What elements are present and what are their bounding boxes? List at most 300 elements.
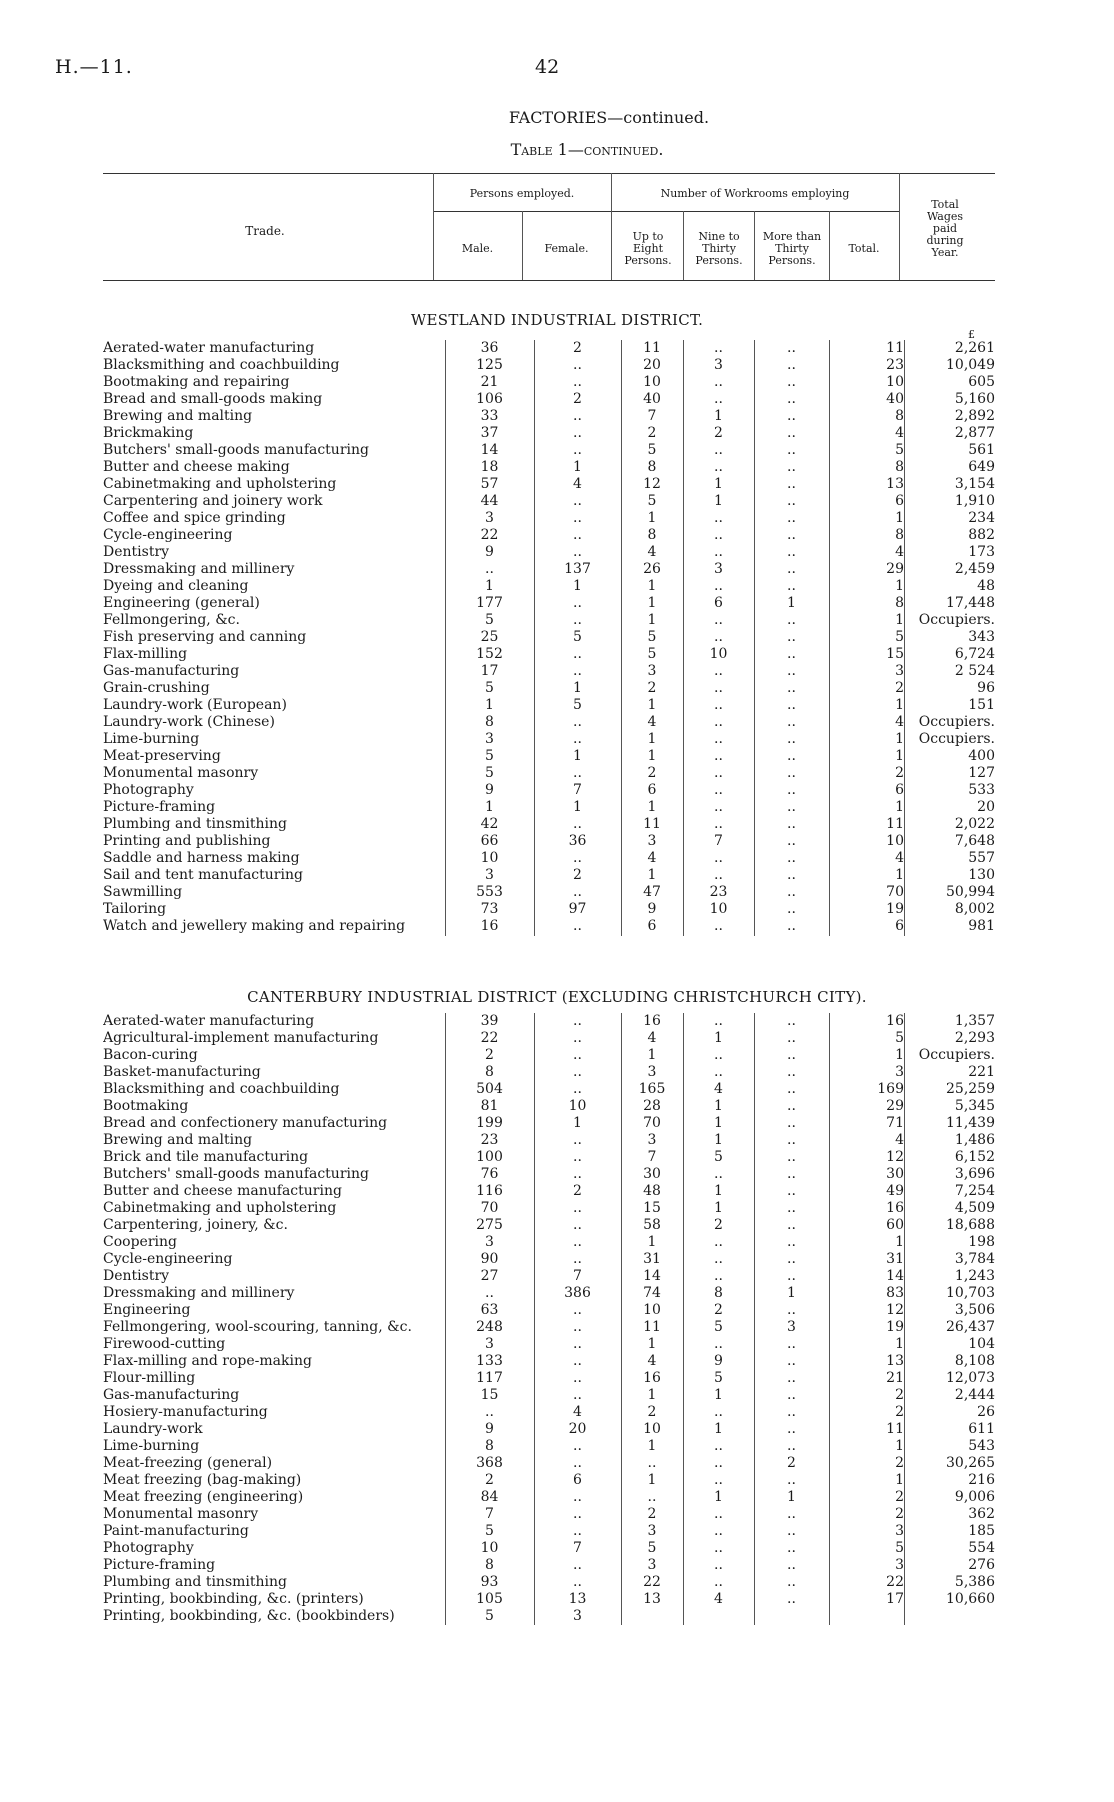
- up-to-eight-cell: 2: [647, 1506, 657, 1522]
- male-cell: 63: [480, 1302, 499, 1318]
- total-cell: 1: [895, 578, 904, 594]
- wages-cell: Occupiers.: [918, 731, 995, 747]
- wages-cell: 3,506: [954, 1302, 995, 1318]
- female-cell: 20: [568, 1421, 587, 1437]
- more-than-thirty-cell: ..: [787, 799, 796, 815]
- currency-symbol: £: [968, 328, 975, 341]
- total-cell: 4: [895, 714, 904, 730]
- female-cell: ..: [573, 663, 582, 679]
- total-cell: 4: [895, 1132, 904, 1148]
- more-than-thirty-cell: ..: [787, 782, 796, 798]
- table-row: [103, 1523, 995, 1540]
- male-cell: 177: [476, 595, 503, 611]
- total-cell: 1: [895, 1234, 904, 1250]
- female-cell: 2: [573, 867, 582, 883]
- table-row: [103, 1574, 995, 1591]
- total-cell: 1: [895, 1472, 904, 1488]
- table-row: [103, 1030, 995, 1047]
- table-row: [103, 527, 995, 544]
- male-cell: 33: [480, 408, 499, 424]
- nine-to-thirty-cell: ..: [714, 680, 723, 696]
- table-row: [103, 1387, 995, 1404]
- up-to-eight-cell: 11: [643, 1319, 661, 1335]
- nine-to-thirty-cell: ..: [714, 918, 723, 934]
- total-cell: 12: [886, 1302, 904, 1318]
- up-to-eight-cell: 2: [647, 1404, 657, 1420]
- more-than-thirty-cell: ..: [787, 1557, 796, 1573]
- total-cell: 3: [895, 1523, 904, 1539]
- table-row: [103, 1472, 995, 1489]
- up-to-eight-cell: 58: [643, 1217, 661, 1233]
- trade-cell: Paint-manufacturing: [103, 1523, 249, 1539]
- up-to-eight-cell: 3: [647, 663, 657, 679]
- more-than-thirty-cell: ..: [787, 663, 796, 679]
- wages-cell: 20: [977, 799, 995, 815]
- wages-cell: 557: [968, 850, 995, 866]
- up-to-eight-cell: 31: [643, 1251, 661, 1267]
- nine-to-thirty-cell: ..: [714, 612, 723, 628]
- male-cell: 125: [476, 357, 503, 373]
- table-row: [103, 884, 995, 901]
- more-than-thirty-cell: ..: [787, 1336, 796, 1352]
- trade-cell: Lime-burning: [103, 731, 200, 747]
- table-row: [103, 1506, 995, 1523]
- wages-cell: 400: [968, 748, 995, 764]
- more-than-thirty-cell: ..: [787, 884, 796, 900]
- table-row: [103, 1183, 995, 1200]
- up-to-eight-cell: ..: [647, 1455, 657, 1471]
- female-cell: ..: [573, 1149, 582, 1165]
- table-row: [103, 561, 995, 578]
- table-row: [103, 612, 995, 629]
- more-than-thirty-cell: 1: [787, 1489, 796, 1505]
- nine-to-thirty-cell: ..: [714, 1540, 723, 1556]
- up-to-eight-cell: 7: [647, 1149, 657, 1165]
- trade-cell: Printing, bookbinding, &c. (printers): [103, 1591, 364, 1607]
- more-than-thirty-cell: ..: [787, 714, 796, 730]
- nine-to-thirty-cell: 5: [714, 1319, 723, 1335]
- trade-cell: Plumbing and tinsmithing: [103, 816, 287, 832]
- female-cell: 1: [573, 748, 582, 764]
- wages-cell: 48: [977, 578, 995, 594]
- trade-cell: Brewing and malting: [103, 1132, 253, 1148]
- more-than-thirty-cell: ..: [787, 527, 796, 543]
- nine-to-thirty-cell: 1: [714, 1098, 723, 1114]
- wages-cell: 4,509: [954, 1200, 995, 1216]
- nine-to-thirty-cell: ..: [714, 442, 723, 458]
- female-cell: ..: [573, 1557, 582, 1573]
- total-cell: 1: [895, 697, 904, 713]
- trade-cell: Blacksmithing and coachbuilding: [103, 1081, 340, 1097]
- male-cell: 3: [485, 1336, 494, 1352]
- table-row: [103, 1353, 995, 1370]
- more-than-thirty-cell: ..: [787, 1574, 796, 1590]
- trade-cell: Dressmaking and millinery: [103, 1285, 295, 1301]
- header-wages: Total Wages paid during Year.: [926, 198, 964, 259]
- wages-cell: 276: [968, 1557, 995, 1573]
- up-to-eight-cell: 20: [643, 357, 661, 373]
- trade-cell: Gas-manufacturing: [103, 1387, 240, 1403]
- wages-cell: 2,261: [954, 340, 995, 356]
- table-row: [103, 1149, 995, 1166]
- nine-to-thirty-cell: ..: [714, 765, 723, 781]
- male-cell: 3: [485, 867, 494, 883]
- table-row: [103, 1098, 995, 1115]
- more-than-thirty-cell: 2: [787, 1455, 796, 1471]
- trade-cell: Butter and cheese making: [103, 459, 290, 475]
- total-cell: 3: [895, 663, 904, 679]
- male-cell: ..: [485, 1285, 494, 1301]
- up-to-eight-cell: 22: [643, 1574, 661, 1590]
- wages-cell: 2 524: [954, 663, 995, 679]
- more-than-thirty-cell: ..: [787, 374, 796, 390]
- up-to-eight-cell: 3: [647, 1523, 657, 1539]
- trade-cell: Basket-manufacturing: [103, 1064, 261, 1080]
- total-cell: 19: [886, 1319, 904, 1335]
- more-than-thirty-cell: ..: [787, 1081, 796, 1097]
- table-row: [103, 816, 995, 833]
- table-row: [103, 1336, 995, 1353]
- male-cell: 5: [485, 748, 494, 764]
- trade-cell: Coffee and spice grinding: [103, 510, 286, 526]
- table-row: [103, 1608, 995, 1625]
- up-to-eight-cell: 16: [643, 1370, 661, 1386]
- total-cell: 11: [886, 816, 904, 832]
- male-cell: 3: [485, 510, 494, 526]
- up-to-eight-cell: 48: [643, 1183, 661, 1199]
- trade-cell: Dressmaking and millinery: [103, 561, 295, 577]
- male-cell: 5: [485, 1523, 494, 1539]
- trade-cell: Printing and publishing: [103, 833, 271, 849]
- trade-cell: Saddle and harness making: [103, 850, 300, 866]
- trade-cell: Gas-manufacturing: [103, 663, 240, 679]
- wages-cell: 18,688: [946, 1217, 995, 1233]
- table-title: Table 1—continued.: [510, 140, 664, 159]
- nine-to-thirty-cell: ..: [714, 1472, 723, 1488]
- total-cell: 1: [895, 731, 904, 747]
- female-cell: ..: [573, 1302, 582, 1318]
- wages-cell: 1,910: [954, 493, 995, 509]
- wages-cell: 221: [968, 1064, 995, 1080]
- up-to-eight-cell: 4: [647, 1030, 657, 1046]
- nine-to-thirty-cell: 9: [714, 1353, 723, 1369]
- wages-cell: 12,073: [946, 1370, 995, 1386]
- female-cell: ..: [573, 1047, 582, 1063]
- female-cell: ..: [573, 1217, 582, 1233]
- female-cell: ..: [573, 714, 582, 730]
- total-cell: 1: [895, 748, 904, 764]
- header-more-than-thirty: More than Thirty Persons.: [762, 230, 822, 267]
- table-row: [103, 799, 995, 816]
- total-cell: 169: [877, 1081, 904, 1097]
- more-than-thirty-cell: ..: [787, 731, 796, 747]
- table-row: [103, 697, 995, 714]
- up-to-eight-cell: 3: [647, 1064, 657, 1080]
- wages-cell: 1,486: [954, 1132, 995, 1148]
- nine-to-thirty-cell: ..: [714, 816, 723, 832]
- table-row: [103, 476, 995, 493]
- male-cell: 116: [476, 1183, 503, 1199]
- trade-cell: Brewing and malting: [103, 408, 253, 424]
- wages-cell: 3,696: [954, 1166, 995, 1182]
- female-cell: ..: [573, 646, 582, 662]
- up-to-eight-cell: 4: [647, 850, 657, 866]
- female-cell: 5: [573, 629, 582, 645]
- female-cell: 4: [573, 476, 582, 492]
- nine-to-thirty-cell: 3: [714, 357, 723, 373]
- male-cell: 14: [480, 442, 499, 458]
- table-row: [103, 1132, 995, 1149]
- wages-cell: 127: [968, 765, 995, 781]
- trade-cell: Butchers' small-goods manufacturing: [103, 1166, 369, 1182]
- female-cell: ..: [573, 1081, 582, 1097]
- westland-table: [103, 340, 995, 935]
- trade-cell: Laundry-work (Chinese): [103, 714, 275, 730]
- female-cell: ..: [573, 1251, 582, 1267]
- female-cell: ..: [573, 1200, 582, 1216]
- up-to-eight-cell: 5: [647, 1540, 657, 1556]
- table-row: [103, 1591, 995, 1608]
- more-than-thirty-cell: ..: [787, 816, 796, 832]
- female-cell: ..: [573, 374, 582, 390]
- total-cell: [829, 1608, 904, 1625]
- trade-cell: Agricultural-implement manufacturing: [103, 1030, 379, 1046]
- table-row: [103, 1064, 995, 1081]
- nine-to-thirty-cell: 1: [714, 408, 723, 424]
- nine-to-thirty-cell: ..: [714, 1166, 723, 1182]
- male-cell: 18: [480, 459, 499, 475]
- trade-cell: Butter and cheese manufacturing: [103, 1183, 342, 1199]
- wages-cell: 11,439: [946, 1115, 995, 1131]
- nine-to-thirty-cell: 2: [714, 1217, 723, 1233]
- table-row: [103, 493, 995, 510]
- male-cell: 8: [485, 1557, 494, 1573]
- table-row: [103, 340, 995, 357]
- up-to-eight-cell: 6: [647, 918, 657, 934]
- male-cell: 117: [476, 1370, 503, 1386]
- male-cell: 368: [476, 1455, 503, 1471]
- more-than-thirty-cell: ..: [787, 493, 796, 509]
- wages-cell: 104: [968, 1336, 995, 1352]
- trade-cell: Sail and tent manufacturing: [103, 867, 303, 883]
- nine-to-thirty-cell: ..: [714, 544, 723, 560]
- up-to-eight-cell: 5: [647, 629, 657, 645]
- nine-to-thirty-cell: ..: [714, 1013, 723, 1029]
- up-to-eight-cell: 16: [643, 1013, 661, 1029]
- female-cell: ..: [573, 1336, 582, 1352]
- more-than-thirty-cell: ..: [787, 1166, 796, 1182]
- up-to-eight-cell: 5: [647, 493, 657, 509]
- total-cell: 6: [895, 782, 904, 798]
- male-cell: 5: [485, 765, 494, 781]
- male-cell: 106: [476, 391, 503, 407]
- trade-cell: Coopering: [103, 1234, 177, 1250]
- trade-cell: Meat freezing (engineering): [103, 1489, 304, 1505]
- nine-to-thirty-cell: ..: [714, 374, 723, 390]
- header-workrooms: Number of Workrooms employing: [660, 187, 850, 200]
- up-to-eight-cell: 40: [643, 391, 661, 407]
- table-row: [103, 357, 995, 374]
- up-to-eight-cell: 1: [647, 1234, 657, 1250]
- more-than-thirty-cell: ..: [787, 544, 796, 560]
- nine-to-thirty-cell: ..: [714, 1064, 723, 1080]
- total-cell: 15: [886, 646, 904, 662]
- wages-cell: 2,444: [954, 1387, 995, 1403]
- male-cell: 17: [480, 663, 499, 679]
- up-to-eight-cell: [621, 1608, 683, 1625]
- table-row: [103, 595, 995, 612]
- total-cell: 5: [895, 442, 904, 458]
- more-than-thirty-cell: ..: [787, 1506, 796, 1522]
- total-cell: 5: [895, 1540, 904, 1556]
- female-cell: ..: [573, 884, 582, 900]
- total-cell: 29: [886, 1098, 904, 1114]
- table-row: [103, 1421, 995, 1438]
- table-row: [103, 1370, 995, 1387]
- total-cell: 31: [886, 1251, 904, 1267]
- male-cell: 36: [480, 340, 499, 356]
- more-than-thirty-cell: ..: [787, 1064, 796, 1080]
- wages-cell: 649: [968, 459, 995, 475]
- nine-to-thirty-cell: 5: [714, 1149, 723, 1165]
- more-than-thirty-cell: ..: [787, 476, 796, 492]
- trade-cell: Laundry-work (European): [103, 697, 287, 713]
- section-title-westland: WESTLAND INDUSTRIAL DISTRICT.: [410, 311, 704, 329]
- up-to-eight-cell: 10: [643, 1302, 661, 1318]
- wages-cell: 3,784: [954, 1251, 995, 1267]
- wages-cell: Occupiers.: [918, 612, 995, 628]
- wages-cell: 50,994: [946, 884, 995, 900]
- male-cell: 133: [476, 1353, 503, 1369]
- trade-cell: Aerated-water manufacturing: [103, 1013, 315, 1029]
- nine-to-thirty-cell: 2: [714, 1302, 723, 1318]
- female-cell: ..: [573, 1013, 582, 1029]
- wages-cell: 173: [968, 544, 995, 560]
- female-cell: ..: [573, 510, 582, 526]
- trade-cell: Printing, bookbinding, &c. (bookbinders): [103, 1608, 395, 1624]
- nine-to-thirty-cell: 4: [714, 1081, 723, 1097]
- up-to-eight-cell: 4: [647, 544, 657, 560]
- total-cell: 70: [886, 884, 904, 900]
- more-than-thirty-cell: 1: [787, 595, 796, 611]
- female-cell: 1: [573, 799, 582, 815]
- male-cell: 8: [485, 714, 494, 730]
- table-row: [103, 425, 995, 442]
- nine-to-thirty-cell: 4: [714, 1591, 723, 1607]
- trade-cell: Picture-framing: [103, 1557, 216, 1573]
- nine-to-thirty-cell: ..: [714, 629, 723, 645]
- trade-cell: Photography: [103, 1540, 194, 1556]
- female-cell: 1: [573, 680, 582, 696]
- wages-cell: 2,022: [954, 816, 995, 832]
- male-cell: 8: [485, 1438, 494, 1454]
- male-cell: 5: [485, 680, 494, 696]
- wages-cell: 26: [977, 1404, 995, 1420]
- female-cell: ..: [573, 731, 582, 747]
- table-row: [103, 1234, 995, 1251]
- wages-cell: 2,459: [954, 561, 995, 577]
- male-cell: 76: [480, 1166, 499, 1182]
- total-cell: 5: [895, 629, 904, 645]
- total-cell: 4: [895, 850, 904, 866]
- male-cell: ..: [485, 1404, 494, 1420]
- total-cell: 1: [895, 1336, 904, 1352]
- trade-cell: Lime-burning: [103, 1438, 200, 1454]
- wages-cell: 605: [968, 374, 995, 390]
- female-cell: ..: [573, 1489, 582, 1505]
- total-cell: 1: [895, 867, 904, 883]
- up-to-eight-cell: 1: [647, 578, 657, 594]
- male-cell: 9: [485, 782, 494, 798]
- female-cell: ..: [573, 1438, 582, 1454]
- nine-to-thirty-cell: ..: [714, 1404, 723, 1420]
- more-than-thirty-cell: ..: [787, 1132, 796, 1148]
- total-cell: 1: [895, 510, 904, 526]
- female-cell: 3: [573, 1608, 582, 1624]
- female-cell: ..: [573, 1132, 582, 1148]
- trade-cell: Dyeing and cleaning: [103, 578, 249, 594]
- total-cell: 8: [895, 595, 904, 611]
- up-to-eight-cell: 1: [647, 510, 657, 526]
- table-row: [103, 1438, 995, 1455]
- female-cell: ..: [573, 918, 582, 934]
- male-cell: 73: [480, 901, 499, 917]
- total-cell: 21: [886, 1370, 904, 1386]
- wages-cell: 7,648: [954, 833, 995, 849]
- female-cell: ..: [573, 1370, 582, 1386]
- wages-cell: 185: [968, 1523, 995, 1539]
- table-row: [103, 1540, 995, 1557]
- nine-to-thirty-cell: 1: [714, 1132, 723, 1148]
- up-to-eight-cell: 1: [647, 1438, 657, 1454]
- nine-to-thirty-cell: 2: [714, 425, 723, 441]
- total-cell: 1: [895, 799, 904, 815]
- table-row: [103, 578, 995, 595]
- table-row: [103, 442, 995, 459]
- up-to-eight-cell: 11: [643, 816, 661, 832]
- trade-cell: Meat-freezing (general): [103, 1455, 273, 1471]
- trade-cell: Butchers' small-goods manufacturing: [103, 442, 369, 458]
- female-cell: ..: [573, 1353, 582, 1369]
- table-row: [103, 1319, 995, 1336]
- more-than-thirty-cell: ..: [787, 1387, 796, 1403]
- more-than-thirty-cell: ..: [787, 629, 796, 645]
- wages-cell: Occupiers.: [918, 714, 995, 730]
- nine-to-thirty-cell: ..: [714, 1438, 723, 1454]
- table-row: [103, 1081, 995, 1098]
- male-cell: 504: [476, 1081, 503, 1097]
- wages-cell: 5,386: [954, 1574, 995, 1590]
- female-cell: ..: [573, 612, 582, 628]
- trade-cell: Bread and small-goods making: [103, 391, 323, 407]
- more-than-thirty-cell: ..: [787, 408, 796, 424]
- male-cell: ..: [485, 561, 494, 577]
- wages-cell: 981: [968, 918, 995, 934]
- female-cell: 386: [564, 1285, 591, 1301]
- table-row: [103, 1047, 995, 1064]
- wages-cell: 10,703: [946, 1285, 995, 1301]
- trade-cell: Monumental masonry: [103, 1506, 259, 1522]
- nine-to-thirty-cell: 1: [714, 476, 723, 492]
- total-cell: 29: [886, 561, 904, 577]
- male-cell: 5: [485, 612, 494, 628]
- up-to-eight-cell: 5: [647, 442, 657, 458]
- trade-cell: Grain-crushing: [103, 680, 210, 696]
- total-cell: 4: [895, 544, 904, 560]
- more-than-thirty-cell: ..: [787, 1591, 796, 1607]
- nine-to-thirty-cell: ..: [714, 1047, 723, 1063]
- up-to-eight-cell: ..: [647, 1489, 657, 1505]
